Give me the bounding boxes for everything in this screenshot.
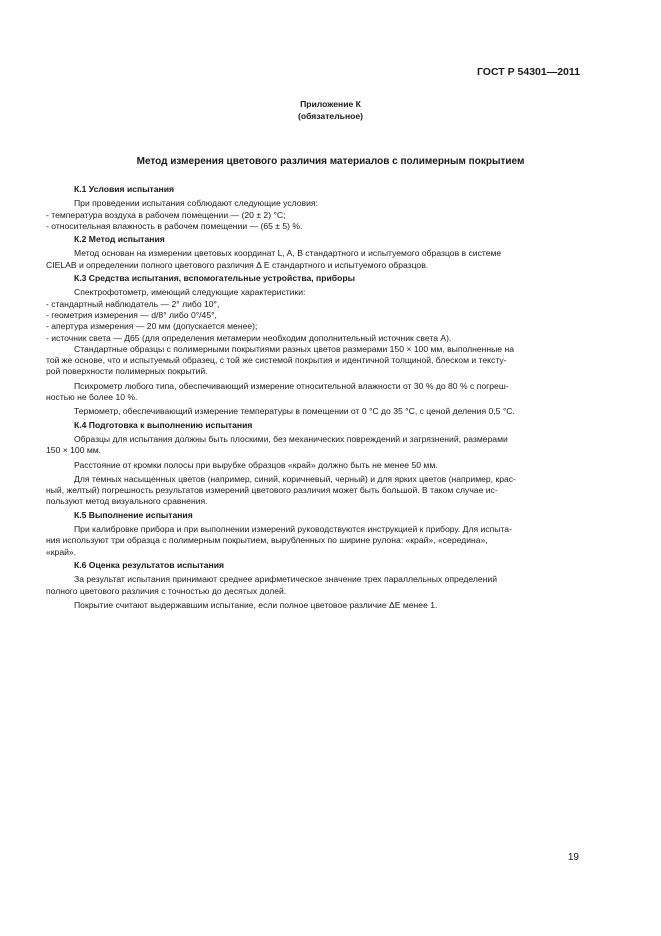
list-item: - источник света — Д65 (для определения метамерии необходим дополнительный источник света А). — [46, 332, 452, 343]
paragraph-line: CIELAB и определении полного цветового различия Δ E стандартного и испытуемого образцов. — [46, 259, 429, 270]
paragraph-line: полного цветового различия с точностью до десятых долей. — [46, 585, 287, 596]
paragraph-line: ностью не более 10 %. — [46, 392, 138, 403]
paragraph-line: Стандартные образцы с полимерными покрытиями разных цветов размерами 150 × 100 мм, выполненные на — [74, 343, 514, 354]
paragraph-line: той же основе, что и испытуемый образец, с той же системой покрытия и идентичной толщиной, блеском и тексту- — [46, 355, 507, 366]
section-heading-k3: К.3 Средства испытания, вспомогательные устройства, приборы — [74, 273, 355, 284]
paragraph-line: 150 × 100 мм. — [46, 445, 102, 456]
paragraph: При проведении испытания соблюдают следующие условия: — [74, 198, 318, 209]
paragraph: Покрытие считают выдержавшим испытание, если полное цветовое различие ΔE менее 1. — [74, 599, 438, 610]
paragraph-line: пользуют метод визуального сравнения. — [46, 496, 208, 507]
paragraph-line: Метод основан на измерении цветовых координат L, A, B стандартного и испытуемого образцов в системе — [74, 248, 502, 259]
paragraph-line: Психрометр любого типа, обеспечивающий измерение относительной влажности от 30 % до 80 % с погреш- — [74, 380, 509, 391]
paragraph-line: ный, желтый) погрешность результатов измерений цветового различия может быть большой. В таком случае ис- — [46, 485, 498, 496]
annex-title: Метод измерения цветового различия материалов с полимерным покрытием — [136, 156, 525, 167]
section-heading-k2: К.2 Метод испытания — [74, 234, 165, 245]
paragraph-line: При калибровке прибора и при выполнении измерений руководствуются инструкцией к прибору. Для испыта- — [74, 524, 512, 535]
section-heading-k1: К.1 Условия испытания — [74, 184, 175, 194]
paragraph: Спектрофотометр, имеющий следующие характеристики: — [74, 287, 306, 298]
section-heading-k5: К.5 Выполнение испытания — [74, 509, 193, 520]
section-heading-k6: К.6 Оценка результатов испытания — [74, 559, 225, 570]
paragraph-line: «край». — [46, 546, 77, 557]
paragraph: Расстояние от кромки полосы при вырубке образцов «край» должно быть не менее 50 мм. — [74, 459, 438, 470]
list-item: - стандартный наблюдатель — 2° либо 10°, — [46, 298, 220, 309]
paragraph: Термометр, обеспечивающий измерение температуры в помещении от 0 °С до 35 °С, с ценой деления 0,5 °С. — [74, 406, 515, 417]
annex-label: Приложение К — [300, 99, 361, 109]
list-item: - температура воздуха в рабочем помещении — (20 ± 2) °С; — [46, 209, 286, 220]
list-item: - апертура измерения — 20 мм (допускается менее); — [46, 321, 258, 332]
document-body — [46, 182, 581, 611]
paragraph-line: ния используют три образца с полимерным покрытием, вырубленных по ширине рулона: «край», «середина», — [46, 535, 488, 546]
annex-type: (обязательное) — [297, 111, 364, 121]
list-item: - относительная влажность в рабочем помещении — (65 ± 5) %. — [46, 220, 303, 231]
paragraph-line: За результат испытания принимают среднее арифметическое значение трех параллельных определений — [74, 574, 498, 585]
paragraph-line: рой поверхности полимерных покрытий. — [46, 366, 208, 377]
page-number: 19 — [567, 852, 579, 863]
paragraph-line: Образцы для испытания должны быть плоскими, без механических повреждений и загрязнений, размерами — [74, 433, 508, 444]
document-code: ГОСТ Р 54301—2011 — [476, 66, 580, 78]
annex-heading — [0, 98, 661, 122]
paragraph-line: Для темных насыщенных цветов (например, синий, коричневый, черный) и для ярких цветов (например, крас- — [74, 473, 516, 484]
list-item: - геометрия измерения — d/8° либо 0°/45°, — [46, 309, 217, 320]
section-heading-k4: К.4 Подготовка к выполнению испытания — [74, 419, 253, 430]
